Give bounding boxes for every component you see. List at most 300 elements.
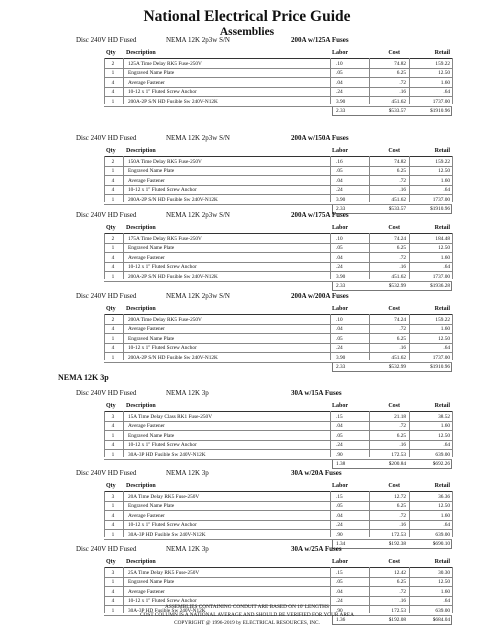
cell-cost: 451.62 [391,196,406,203]
cell-retail: 1.60 [440,588,450,595]
cell-cost: .16 [399,345,406,351]
col-header-cost: Cost [388,148,400,154]
grid-line [104,411,105,457]
table-header-row [104,482,452,491]
table-row [104,78,452,88]
cell-description: Average Fastener [128,254,165,261]
table-header-row [104,558,452,567]
cell-labor: 3.90 [336,354,346,361]
col-header-qty: Qty [106,50,116,56]
cell-labor: .04 [336,79,343,86]
cell-qty: 4 [111,177,115,184]
total-row [104,282,452,291]
grid-line [330,156,331,202]
cell-qty: 1 [111,70,115,76]
total-cost: $200.84 [388,461,406,467]
cell-retail: .64 [443,89,450,95]
table-body [104,491,452,540]
table-row [104,344,452,354]
cell-retail: 159.22 [435,158,450,165]
col-header-retail: Retail [434,483,450,489]
col-header-labor: Labor [332,225,349,231]
table-header-row [104,49,452,58]
cell-qty: 4 [111,522,115,528]
cell-qty: 4 [111,79,115,86]
grid-line [409,411,410,457]
cell-cost: 6.25 [396,335,406,342]
cell-cost: 12.72 [394,493,406,500]
cell-qty: 1 [111,579,115,585]
grid-line [409,314,410,360]
col-header-qty: Qty [106,225,116,231]
total-cost: $192.08 [388,617,406,623]
cell-qty: 1 [111,98,115,105]
total-retail: $1910.96 [430,364,450,370]
table-row [104,578,452,588]
col-header-labor: Labor [332,483,349,489]
cell-description: Engraved Name Plate [128,579,175,585]
total-cost: $532.99 [388,364,406,370]
col-header-labor: Labor [332,559,349,565]
total-row [104,205,452,214]
grid-line [123,314,124,360]
cell-description: 200A-2P S/N HD Fusible Sw 240V-N12K [128,273,218,280]
grid-line [123,233,124,279]
table-row [104,412,452,422]
total-row [104,540,452,549]
cell-description: 150A Time Delay RK5 Fuse-250V [128,158,202,165]
cell-cost: 6.25 [396,432,406,439]
cell-description: 10-12 x 1" Fluted Screw Anchor [128,345,197,351]
table-row [104,176,452,186]
table-header-row [104,224,452,233]
col-header-cost: Cost [388,50,400,56]
assembly-table [104,147,452,213]
total-retail: $690.10 [432,541,450,547]
cell-cost: .72 [399,423,406,429]
cell-retail: .64 [443,345,450,351]
footer-line-3: COPYRIGHT @ 1996-2019 by ELECTRICAL RESOURCES, INC. [174,620,320,626]
grid-line [369,411,370,457]
cell-cost: 74.82 [394,158,406,165]
cell-cost: 6.25 [396,70,406,76]
table-body [104,411,452,460]
cell-retail: 1737.00 [432,354,450,361]
cell-qty: 1 [111,531,115,538]
cell-labor: .04 [336,423,343,429]
cell-cost: 172.53 [391,451,406,458]
col-header-description: Description [126,225,156,231]
cell-description: Average Fastener [128,326,165,332]
cell-retail: 1737.00 [432,98,450,105]
assembly-table [104,402,452,468]
cell-retail: .64 [443,522,450,528]
cell-description: Average Fastener [128,423,165,429]
total-retail: $1936.28 [430,283,450,289]
cell-retail: 12.50 [438,579,450,585]
section-label: Disc 240V HD Fused [76,134,137,142]
total-cost: $533.57 [388,206,406,212]
section-rating: 200A w/200A Fuses [291,292,349,300]
cell-labor: .05 [336,245,343,251]
cell-qty: 2 [111,235,115,242]
table-row [104,521,452,531]
cell-cost: .72 [399,177,406,184]
cell-qty: 4 [111,89,115,95]
cell-cost: 21.18 [394,413,406,420]
cell-labor: .04 [336,254,343,261]
cell-retail: 12.50 [438,503,450,509]
total-cost: $192.38 [388,541,406,547]
grid-line [104,314,105,360]
table-row [104,97,452,107]
cell-labor: 3.90 [336,98,346,105]
table-body [104,58,452,107]
cell-retail: 1.60 [440,79,450,86]
cell-labor: .24 [336,598,343,604]
cell-retail: 30.30 [438,569,450,576]
cell-retail: .64 [443,598,450,604]
grid-line [452,491,453,537]
category-heading: NEMA 12K 3p [58,373,109,382]
cell-labor: .15 [336,413,343,420]
table-row [104,441,452,451]
cell-labor: .04 [336,326,343,332]
cell-labor: .10 [336,60,343,67]
table-row [104,587,452,597]
cell-qty: 1 [111,354,115,361]
col-header-cost: Cost [388,483,400,489]
section-spec: NEMA 12K 3p [166,545,209,553]
cell-qty: 3 [111,413,115,420]
section-label: Disc 240V HD Fused [76,292,137,300]
cell-labor: .15 [336,493,343,500]
cell-description: 200A Time Delay RK5 Fuse-250V [128,316,202,323]
total-row [104,363,452,372]
table-row [104,450,452,460]
col-header-retail: Retail [434,50,450,56]
cell-labor: 3.90 [336,273,346,280]
col-header-cost: Cost [388,225,400,231]
total-cost: $532.99 [388,283,406,289]
table-row [104,530,452,540]
cell-description: Engraved Name Plate [128,168,175,174]
section-label: Disc 240V HD Fused [76,469,137,477]
cell-labor: .90 [336,531,343,538]
cell-description: Engraved Name Plate [128,503,175,509]
table-row [104,511,452,521]
total-row [104,107,452,116]
table-row [104,263,452,273]
cell-description: 30A-3P HD Fusible Sw 240V-N12K [128,451,206,458]
col-header-cost: Cost [388,559,400,565]
cell-qty: 1 [111,273,115,280]
cell-cost: 172.53 [391,531,406,538]
cell-retail: 1737.00 [432,273,450,280]
cell-labor: .15 [336,569,343,576]
cell-retail: 12.50 [438,335,450,342]
col-header-description: Description [126,50,156,56]
cell-description: 10-12 x 1" Fluted Screw Anchor [128,187,197,193]
cell-labor: .90 [336,451,343,458]
table-row [104,502,452,512]
table-row [104,59,452,69]
grid-line [369,156,370,202]
total-labor: 2.33 [336,108,346,114]
grid-line [123,411,124,457]
cell-qty: 4 [111,187,115,193]
cell-labor: .24 [336,522,343,528]
cell-qty: 2 [111,158,115,165]
cell-cost: 74.24 [394,235,406,242]
section-rating: 30A w/15A Fuses [291,389,342,397]
table-header-row [104,402,452,411]
cell-description: 200A-2P S/N HD Fusible Sw 240V-N12K [128,354,218,361]
grid-line [452,411,453,457]
grid-line [452,58,453,104]
cell-retail: 12.50 [438,432,450,439]
col-header-qty: Qty [106,403,116,409]
assembly-table [104,224,452,290]
cell-cost: 6.25 [396,168,406,174]
cell-retail: 1.60 [440,177,450,184]
cell-description: 10-12 x 1" Fluted Screw Anchor [128,598,197,604]
cell-cost: .16 [399,89,406,95]
cell-description: 125A Time Delay RK5 Fuse-250V [128,60,202,67]
col-header-cost: Cost [388,403,400,409]
grid-line [123,491,124,537]
page-subtitle: Assemblies [219,26,275,38]
section-label: Disc 240V HD Fused [76,211,137,219]
col-header-labor: Labor [332,403,349,409]
grid-line [104,156,105,202]
table-row [104,157,452,167]
table-header-row [104,305,452,314]
grid-line [104,233,105,279]
cell-description: 200A-2P S/N HD Fusible Sw 240V-N12K [128,98,218,105]
footer [0,603,494,627]
cell-qty: 4 [111,254,115,261]
section-spec: NEMA 12K 3p [166,389,209,397]
cell-description: 10-12 x 1" Fluted Screw Anchor [128,264,197,270]
total-retail: $692.26 [432,461,450,467]
cell-labor: .24 [336,89,343,95]
section-rating: 30A w/25A Fuses [291,545,342,553]
cell-description: 15A Time Delay Class RK1 Fuse-250V [128,413,213,420]
grid-line [409,233,410,279]
cell-labor: .24 [336,442,343,448]
cell-retail: .64 [443,442,450,448]
col-header-qty: Qty [106,483,116,489]
cell-qty: 4 [111,598,115,604]
section-spec: NEMA 12K 2p3w S/N [166,134,230,142]
cell-qty: 2 [111,316,115,323]
col-header-qty: Qty [106,306,116,312]
cell-qty: 4 [111,345,115,351]
cell-cost: .16 [399,187,406,193]
cell-retail: 639.00 [435,451,450,458]
cell-cost: 6.25 [396,579,406,585]
table-row [104,568,452,578]
cell-qty: 4 [111,326,115,332]
grid-line [330,411,331,457]
col-header-qty: Qty [106,148,116,154]
assembly-table [104,482,452,548]
cell-labor: .24 [336,187,343,193]
table-row [104,186,452,196]
grid-line [369,58,370,104]
cell-description: 175A Time Delay RK5 Fuse-250V [128,235,202,242]
cell-retail: 12.50 [438,245,450,251]
cell-description: Average Fastener [128,79,165,86]
cell-retail: 1737.00 [432,196,450,203]
section-spec: NEMA 12K 2p3w S/N [166,292,230,300]
total-retail: $1910.96 [430,206,450,212]
grid-line [409,156,410,202]
col-header-description: Description [126,403,156,409]
cell-description: Engraved Name Plate [128,432,175,439]
cell-cost: .72 [399,326,406,332]
table-row [104,234,452,244]
grid-line [104,491,105,537]
col-header-labor: Labor [332,306,349,312]
footer-line-2: COST COLUMN IS A NATIONAL AVERAGE AND SHOULD BE VERIFIED FOR YOUR AREA [140,612,354,618]
cell-description: 25A Time Delay RK5 Fuse-250V [128,569,200,576]
cell-description: Average Fastener [128,177,165,184]
cell-cost: .72 [399,588,406,595]
cell-qty: 1 [111,168,115,174]
table-row [104,244,452,254]
grid-line [330,58,331,104]
col-header-labor: Labor [332,50,349,56]
cell-labor: .05 [336,579,343,585]
cell-cost: .16 [399,522,406,528]
cell-qty: 3 [111,569,115,576]
cell-retail: 639.00 [435,531,450,538]
cell-qty: 1 [111,335,115,342]
cell-retail: 36.36 [438,493,450,500]
cell-retail: 159.22 [435,60,450,67]
cell-retail: .64 [443,264,450,270]
cell-description: 10-12 x 1" Fluted Screw Anchor [128,442,197,448]
table-row [104,315,452,325]
cell-description: Average Fastener [128,512,165,519]
cell-labor: .05 [336,70,343,76]
table-row [104,88,452,98]
cell-retail: 12.50 [438,168,450,174]
grid-line [409,58,410,104]
total-labor: 1.36 [336,617,346,623]
cell-description: 30A-3P HD Fusible Sw 240V-N12K [128,531,206,538]
cell-labor: .04 [336,588,343,595]
col-header-retail: Retail [434,403,450,409]
cell-retail: .64 [443,187,450,193]
total-retail: $684.04 [432,617,450,623]
cell-labor: .05 [336,432,343,439]
cell-qty: 4 [111,264,115,270]
assembly-table [104,49,452,115]
table-row [104,167,452,177]
col-header-description: Description [126,483,156,489]
cell-retail: 12.50 [438,70,450,76]
grid-line [330,491,331,537]
cell-cost: 451.62 [391,273,406,280]
total-row [104,460,452,469]
section-rating: 200A w/125A Fuses [291,36,349,44]
cell-qty: 1 [111,245,115,251]
total-labor: 1.34 [336,541,346,547]
grid-line [104,58,105,104]
section-label: Disc 240V HD Fused [76,389,137,397]
total-labor: 2.33 [336,364,346,370]
cell-qty: 4 [111,423,115,429]
grid-line [369,233,370,279]
cell-cost: 6.25 [396,245,406,251]
col-header-description: Description [126,306,156,312]
cell-cost: 74.24 [394,316,406,323]
grid-line [123,156,124,202]
cell-qty: 1 [111,451,115,458]
cell-cost: .16 [399,442,406,448]
cell-description: 200A-2P S/N HD Fusible Sw 240V-N12K [128,196,218,203]
cell-labor: .24 [336,345,343,351]
col-header-description: Description [126,559,156,565]
assembly-table [104,305,452,371]
col-header-retail: Retail [434,148,450,154]
cell-retail: 184.48 [435,235,450,242]
table-row [104,492,452,502]
total-labor: 2.33 [336,206,346,212]
cell-qty: 1 [111,196,115,203]
table-row [104,69,452,79]
cell-cost: 451.62 [391,354,406,361]
grid-line [452,233,453,279]
cell-retail: 1.60 [440,423,450,429]
cell-labor: .10 [336,316,343,323]
cell-description: 20A Time Delay RK5 Fuse-250V [128,493,200,500]
cell-labor: .04 [336,512,343,519]
cell-labor: 3.90 [336,196,346,203]
col-header-retail: Retail [434,559,450,565]
grid-line [369,314,370,360]
cell-labor: .16 [336,158,343,165]
cell-retail: 1.60 [440,326,450,332]
section-label: Disc 240V HD Fused [76,36,137,44]
cell-cost: 74.82 [394,60,406,67]
table-body [104,233,452,282]
cell-labor: .04 [336,177,343,184]
grid-line [123,58,124,104]
section-label: Disc 240V HD Fused [76,545,137,553]
cell-retail: 639.00 [435,607,450,614]
grid-line [452,156,453,202]
cell-cost: 172.53 [391,607,406,614]
total-cost: $533.57 [388,108,406,114]
table-body [104,314,452,363]
col-header-description: Description [126,148,156,154]
grid-line [369,491,370,537]
cell-labor: .90 [336,607,343,614]
cell-description: Average Fastener [128,588,165,595]
table-row [104,431,452,441]
cell-retail: 1.60 [440,254,450,261]
cell-qty: 4 [111,512,115,519]
total-labor: 2.33 [336,283,346,289]
section-rating: 200A w/175A Fuses [291,211,349,219]
cell-cost: .72 [399,79,406,86]
cell-cost: 6.25 [396,503,406,509]
total-retail: $1910.96 [430,108,450,114]
